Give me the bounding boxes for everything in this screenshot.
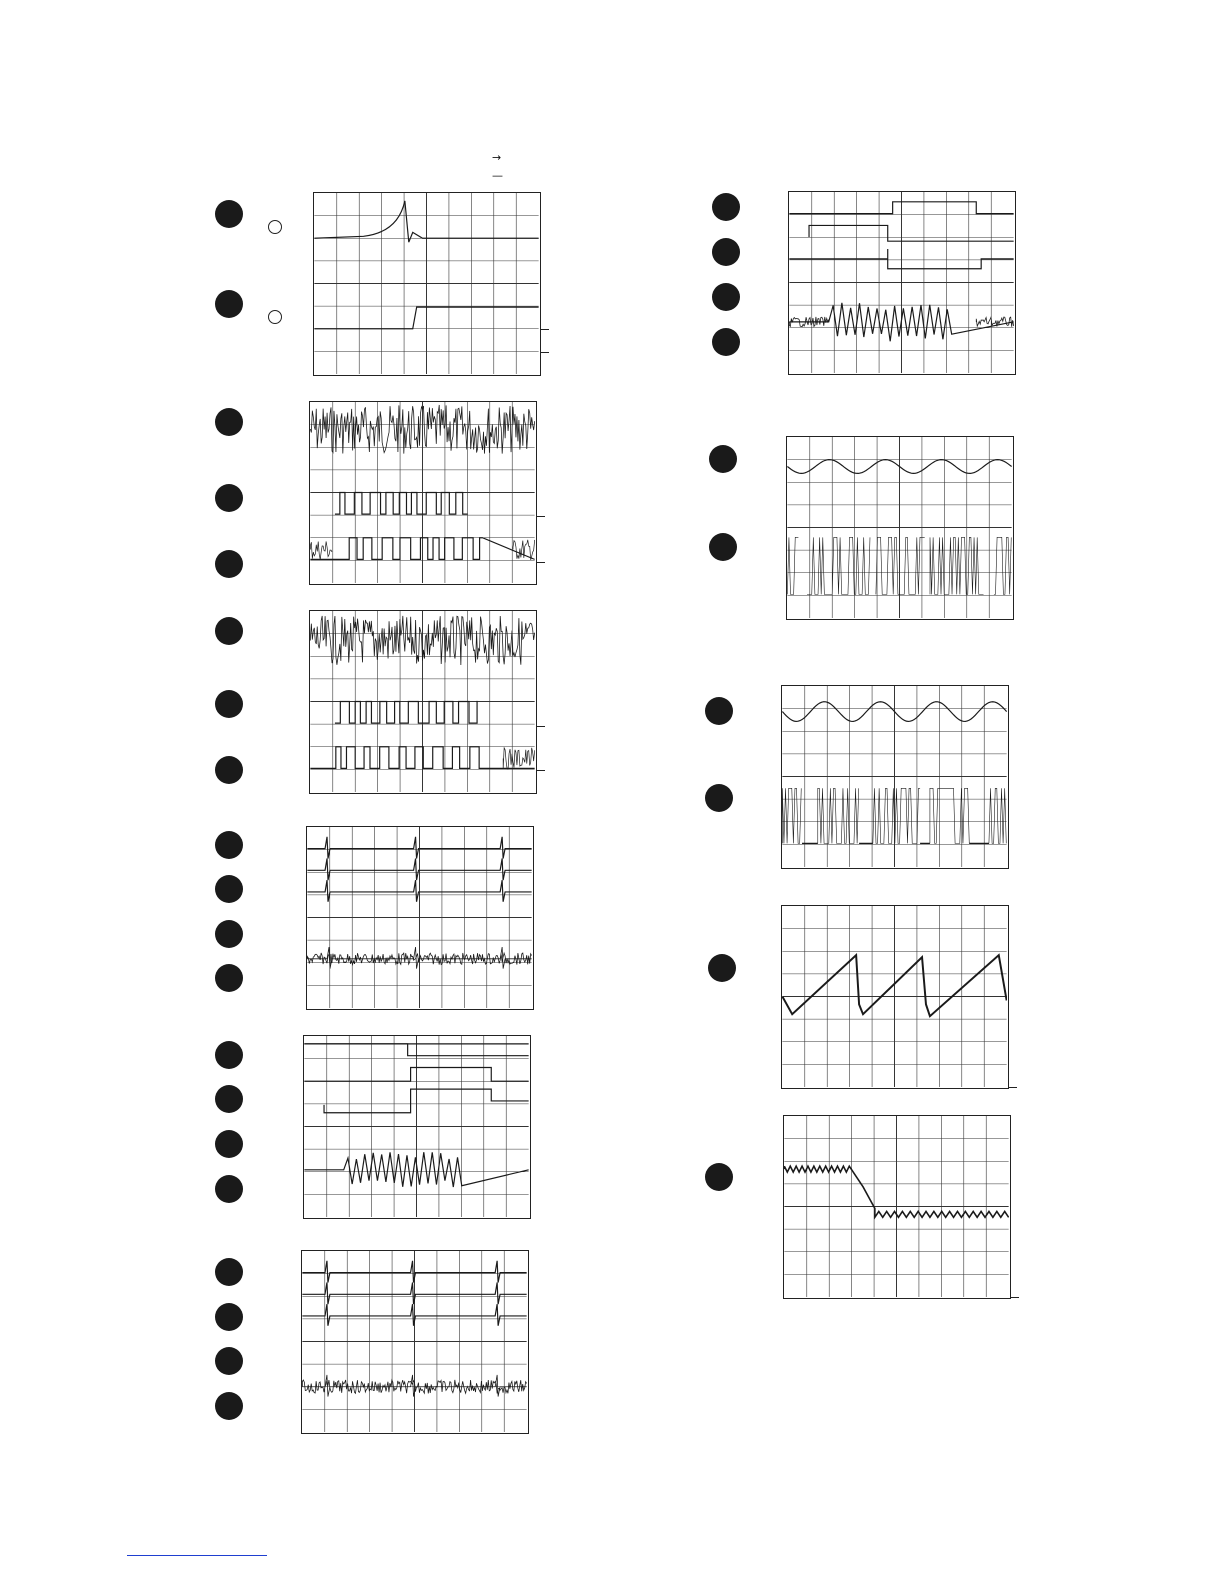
legend-arrow-icon: → xyxy=(492,151,502,164)
graticule xyxy=(304,1036,528,1217)
graticule xyxy=(789,192,1013,373)
channel-marker xyxy=(708,954,736,982)
channel-marker xyxy=(215,1392,243,1420)
channel-marker xyxy=(215,1175,243,1203)
channel-marker xyxy=(215,920,243,948)
channel-marker xyxy=(712,238,740,266)
waveform-trace xyxy=(335,702,478,724)
channel-ring-icon xyxy=(268,310,282,324)
ground-reference-tick xyxy=(541,329,549,330)
channel-marker xyxy=(712,283,740,311)
ground-reference-tick xyxy=(1011,1297,1019,1298)
graticule xyxy=(782,906,1006,1087)
oscilloscope-plot xyxy=(310,402,535,583)
waveform-trace xyxy=(818,788,859,843)
oscilloscope-screen xyxy=(313,192,541,376)
channel-marker xyxy=(215,617,243,645)
waveform-trace xyxy=(324,1089,529,1113)
oscilloscope-plot xyxy=(784,1116,1009,1297)
ground-reference-tick xyxy=(541,352,549,353)
waveform-trace xyxy=(513,540,535,560)
channel-marker xyxy=(215,964,243,992)
channel-marker xyxy=(215,408,243,436)
waveform-trace xyxy=(503,748,534,769)
channel-marker xyxy=(215,831,243,859)
ground-reference-tick xyxy=(537,726,545,727)
channel-marker xyxy=(712,328,740,356)
channel-marker xyxy=(215,756,243,784)
graticule xyxy=(784,1116,1008,1297)
oscilloscope-screen xyxy=(783,1115,1011,1299)
oscilloscope-screen xyxy=(306,826,534,1010)
ground-reference-tick xyxy=(537,770,545,771)
footer-link-underline[interactable] xyxy=(127,1555,267,1556)
ground-reference-tick xyxy=(1009,1087,1017,1088)
oscilloscope-plot xyxy=(302,1251,527,1432)
waveform-trace xyxy=(930,788,969,843)
channel-marker xyxy=(215,1258,243,1286)
channel-marker xyxy=(215,550,243,578)
oscilloscope-plot xyxy=(782,686,1007,867)
ground-reference-tick xyxy=(537,562,545,563)
waveform-trace xyxy=(876,537,925,594)
oscilloscope-screen xyxy=(788,191,1016,375)
legend-line-icon: — xyxy=(492,169,503,182)
channel-marker xyxy=(709,533,737,561)
channel-marker xyxy=(215,690,243,718)
oscilloscope-screen xyxy=(309,610,537,794)
channel-marker xyxy=(712,193,740,221)
channel-marker xyxy=(709,445,737,473)
oscilloscope-plot xyxy=(304,1036,529,1217)
oscilloscope-plot xyxy=(782,906,1007,1087)
channel-marker xyxy=(215,200,243,228)
oscilloscope-screen xyxy=(786,436,1014,620)
channel-ring-icon xyxy=(268,220,282,234)
waveform-trace xyxy=(787,537,798,594)
waveform-trace xyxy=(873,788,920,843)
oscilloscope-screen xyxy=(303,1035,531,1219)
channel-marker xyxy=(215,1347,243,1375)
oscilloscope-screen xyxy=(781,685,1009,869)
oscilloscope-plot xyxy=(787,437,1012,618)
waveform-trace xyxy=(930,537,984,594)
waveform-trace xyxy=(335,493,468,515)
channel-marker xyxy=(215,1130,243,1158)
oscilloscope-plot xyxy=(789,192,1014,373)
oscilloscope-screen xyxy=(309,401,537,585)
graticule xyxy=(314,193,538,374)
channel-marker xyxy=(215,1303,243,1331)
waveform-trace xyxy=(989,788,1006,843)
waveform-trace xyxy=(782,788,801,843)
oscilloscope-screen xyxy=(781,905,1009,1089)
ground-reference-tick xyxy=(537,516,545,517)
oscilloscope-plot xyxy=(307,827,532,1008)
waveform-trace xyxy=(809,225,1014,241)
graticule xyxy=(307,827,531,1008)
channel-marker xyxy=(215,1041,243,1069)
waveform-trace xyxy=(310,541,332,559)
waveform-trace xyxy=(807,537,870,594)
oscilloscope-plot xyxy=(314,193,539,374)
waveform-trace xyxy=(994,537,1011,594)
oscilloscope-screen xyxy=(301,1250,529,1434)
channel-marker xyxy=(705,697,733,725)
channel-marker xyxy=(705,784,733,812)
channel-marker xyxy=(215,875,243,903)
channel-marker xyxy=(215,484,243,512)
channel-marker xyxy=(215,1085,243,1113)
channel-marker xyxy=(705,1163,733,1191)
channel-marker xyxy=(215,290,243,318)
oscilloscope-plot xyxy=(310,611,535,792)
